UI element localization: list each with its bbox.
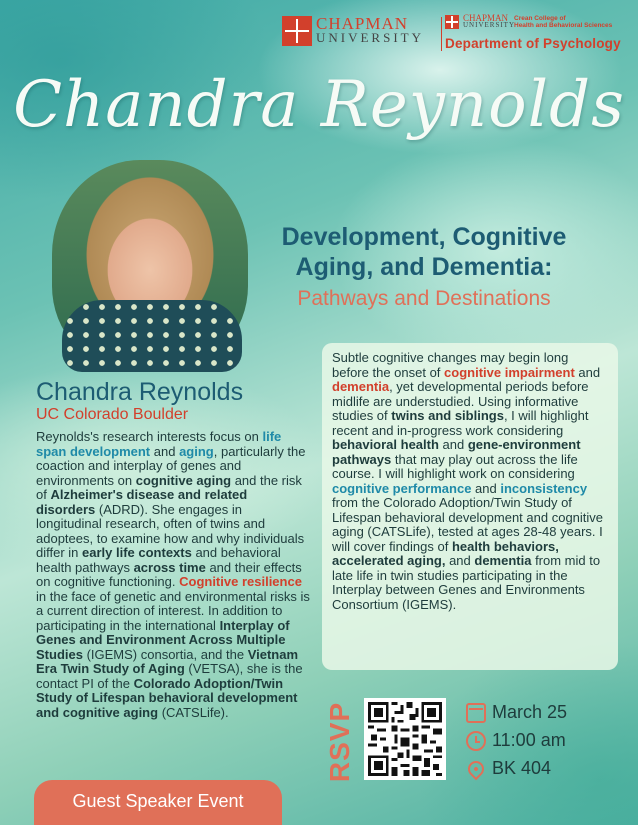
speaker-bio: Reynolds's research interests focus on life span development and aging, particularly the coaction and interplay of genes and environments on cognitive aging and the risk of Alzheimer's disease and related disorders (ADRD). She engages in longitudinal research, often of twins and adoptees, to examine how and why individuals differ in early life contexts and behavioral health pathways across time and their effects on cognitive functioning. Cognitive resilience in the face of genetic and environmental risks is a current direction of interest. In addition to participating in the international Interplay of Genes and Environment Across Multiple Studies (IGEMS) consortia, and the Vietnam Era Twin Study of Aging (VETSA), she is the contact PI of the Colorado Adoption/Twin Study of Lifespan behavioral development and cognitive aging (CATSLife). (36, 429, 310, 720)
dept-logo (445, 14, 515, 29)
qr-code-icon (368, 702, 442, 776)
department-name: Department of Psychology (445, 36, 621, 51)
event-date-text: March 25 (492, 702, 568, 722)
speaker-photo-shirt (62, 300, 242, 372)
talk-title-line1: Development, Cognitive (281, 223, 567, 251)
rsvp-qr-code[interactable] (364, 698, 446, 780)
rsvp-label: RSVP (324, 701, 356, 783)
event-time (466, 730, 566, 751)
dept-logo-line2: UNIVERSITY (463, 21, 515, 29)
logo-divider (441, 17, 442, 51)
clock-icon (466, 731, 486, 751)
dept-window-icon (445, 15, 459, 29)
logo-line2: UNIVERSITY (316, 30, 424, 45)
talk-title (236, 222, 612, 314)
event-time-text: 11:00 am (492, 730, 566, 750)
speaker-name: Chandra Reynolds (36, 378, 244, 406)
college-line1: Crean College of (514, 15, 566, 22)
chapman-logo (282, 16, 424, 46)
chapman-window-icon (282, 16, 312, 46)
talk-abstract: Subtle cognitive changes may begin long before the onset of cognitive impairment and dementia, yet developmental periods before midlife are understudied. Using informative studies of twins and siblings, I will highlight recent and in-progress work considering behavioral health and gene-environment pathways that may play out across the life course. I will highlight work on considering cognitive performance and inconsistency from the Colorado Adoption/Twin Study of Lifespan behavioral development and cognitive aging (CATSLife), tested at ages 28-48 years. I will cover findings of health behaviors, accelerated aging, and dementia from mid to late life in twin studies participating in the Interplay between Genes and Environments Consortium (IGEMS). (322, 343, 618, 670)
dept-logo-line1: CHAPMAN (463, 13, 509, 23)
event-location-text: BK 404 (492, 758, 552, 778)
map-pin-icon (465, 757, 488, 780)
calendar-icon (466, 703, 486, 723)
event-location (466, 758, 551, 779)
college-line2: Health and Behavioral Sciences (514, 22, 613, 29)
logo-line1: CHAPMAN (316, 14, 409, 33)
talk-subtitle: Pathways and Destinations (297, 287, 551, 310)
speaker-affiliation: UC Colorado Boulder (36, 406, 189, 423)
college-name (514, 15, 612, 29)
poster-title: Chandra Reynolds (13, 68, 625, 142)
guest-speaker-banner: Guest Speaker Event (34, 780, 282, 825)
talk-title-line2: Aging, and Dementia: (295, 253, 553, 281)
event-date (466, 702, 567, 723)
